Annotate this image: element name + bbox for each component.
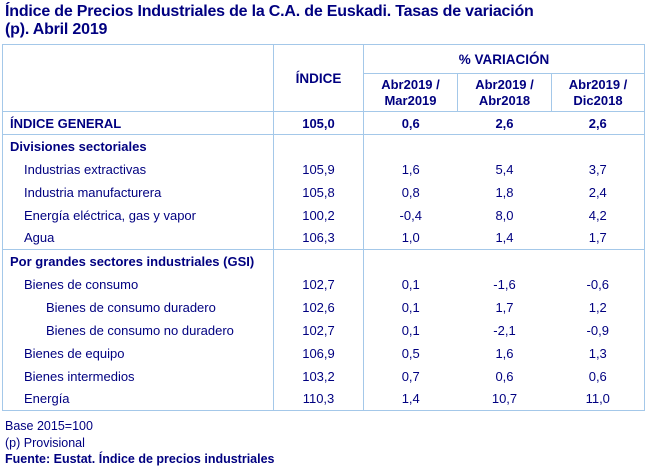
variation-value: 5,4	[495, 161, 514, 177]
variation-value	[364, 250, 458, 273]
variation-value: 0,5	[401, 345, 420, 361]
index-value: 105,8	[274, 181, 364, 204]
variation-value: 0,7	[401, 368, 420, 384]
index-value: 105,0	[274, 112, 364, 135]
row-label: Bienes intermedios	[3, 365, 274, 388]
index-value: 102,7	[274, 319, 364, 342]
index-value: 100,2	[274, 204, 364, 227]
variation-value: 0,6	[401, 115, 420, 131]
row-label: Energía	[3, 388, 274, 411]
row-label: Bienes de equipo	[3, 342, 274, 365]
table-row	[3, 273, 645, 296]
variation-column-header-december: Abr2019 / Dic2018	[552, 74, 645, 112]
variation-value: 3,7	[588, 161, 607, 177]
footnote-provisional: (p) Provisional	[5, 435, 85, 450]
table-footnotes	[5, 418, 646, 468]
variation-value	[552, 250, 645, 273]
row-label: Industrias extractivas	[3, 158, 274, 181]
table-body	[3, 112, 645, 411]
table-row	[3, 227, 645, 250]
page-title-line2: (p). Abril 2019	[5, 21, 108, 38]
table-row	[3, 319, 645, 342]
source-line: Fuente: Eustat. Índice de precios industriales	[5, 452, 275, 466]
variation-value	[458, 250, 552, 273]
price-index-table	[2, 44, 645, 411]
variation-value: 0,6	[495, 368, 514, 384]
variation-value: -2,1	[493, 322, 516, 338]
table-row	[3, 365, 645, 388]
variation-value: -0,6	[586, 276, 609, 292]
row-label: Industria manufacturera	[3, 181, 274, 204]
row-label: ÍNDICE GENERAL	[3, 112, 274, 135]
row-label: Agua	[3, 227, 274, 250]
index-value: 105,9	[274, 158, 364, 181]
row-label: Bienes de consumo duradero	[3, 296, 274, 319]
variation-value: -0,4	[399, 207, 422, 223]
row-label: Energía eléctrica, gas y vapor	[3, 204, 274, 227]
index-value: 103,2	[274, 365, 364, 388]
row-label: Por grandes sectores industriales (GSI)	[3, 250, 274, 273]
footnote-base: Base 2015=100	[5, 419, 93, 433]
variation-value: 0,1	[401, 276, 420, 292]
index-value: 110,3	[274, 388, 364, 411]
variation-value: 2,6	[495, 115, 514, 131]
variation-value: -0,9	[586, 322, 609, 338]
variation-value: 2,4	[588, 184, 607, 200]
variation-value	[458, 135, 552, 158]
variation-value	[552, 135, 645, 158]
variation-value: 1,8	[495, 184, 514, 200]
variation-value: 0,1	[401, 299, 420, 315]
table-row	[3, 112, 645, 135]
variation-value: 1,2	[588, 299, 607, 315]
variation-value: 11,0	[585, 391, 610, 407]
index-value	[274, 250, 364, 273]
header-row-1	[3, 45, 645, 74]
table-row	[3, 296, 645, 319]
index-value: 106,3	[274, 227, 364, 250]
page-title-line1: Índice de Precios Industriales de la C.A. de Euskadi. Tasas de variación	[5, 3, 534, 20]
row-label: Divisiones sectoriales	[3, 135, 274, 158]
variation-value: 1,7	[495, 299, 514, 315]
table-row	[3, 204, 645, 227]
table-row	[3, 388, 645, 411]
page-title	[5, 3, 646, 39]
variation-value: 2,6	[588, 115, 607, 131]
variation-value: -1,6	[493, 276, 516, 292]
table-row	[3, 135, 645, 158]
row-label: Bienes de consumo no duradero	[3, 319, 274, 342]
index-column-header: ÍNDICE	[274, 45, 364, 112]
variation-value: 10,7	[491, 391, 518, 407]
variation-value: 0,8	[401, 184, 420, 200]
variation-value: 1,6	[401, 161, 420, 177]
variation-value	[364, 135, 458, 158]
variation-value: 1,0	[401, 230, 420, 246]
variation-column-header-month: Abr2019 / Mar2019	[364, 74, 458, 112]
variation-value: 4,2	[588, 207, 607, 223]
variation-value: 8,0	[495, 207, 514, 223]
variation-value: 0,1	[401, 322, 420, 338]
index-value	[274, 135, 364, 158]
variation-column-header-year: Abr2019 / Abr2018	[458, 74, 552, 112]
table-row	[3, 342, 645, 365]
label-column-header	[3, 45, 274, 112]
variation-value: 0,6	[588, 368, 607, 384]
index-value: 102,7	[274, 273, 364, 296]
index-value: 106,9	[274, 342, 364, 365]
table-row	[3, 181, 645, 204]
table-header	[3, 45, 645, 112]
row-label: Bienes de consumo	[3, 273, 274, 296]
variation-value: 1,4	[495, 230, 514, 246]
variation-group-header: % VARIACIÓN	[364, 45, 645, 74]
table-row	[3, 158, 645, 181]
variation-value: 1,4	[401, 391, 420, 407]
table-row	[3, 250, 645, 273]
variation-value: 1,6	[495, 345, 514, 361]
variation-value: 1,3	[588, 345, 607, 361]
variation-value: 1,7	[588, 230, 607, 246]
index-value: 102,6	[274, 296, 364, 319]
